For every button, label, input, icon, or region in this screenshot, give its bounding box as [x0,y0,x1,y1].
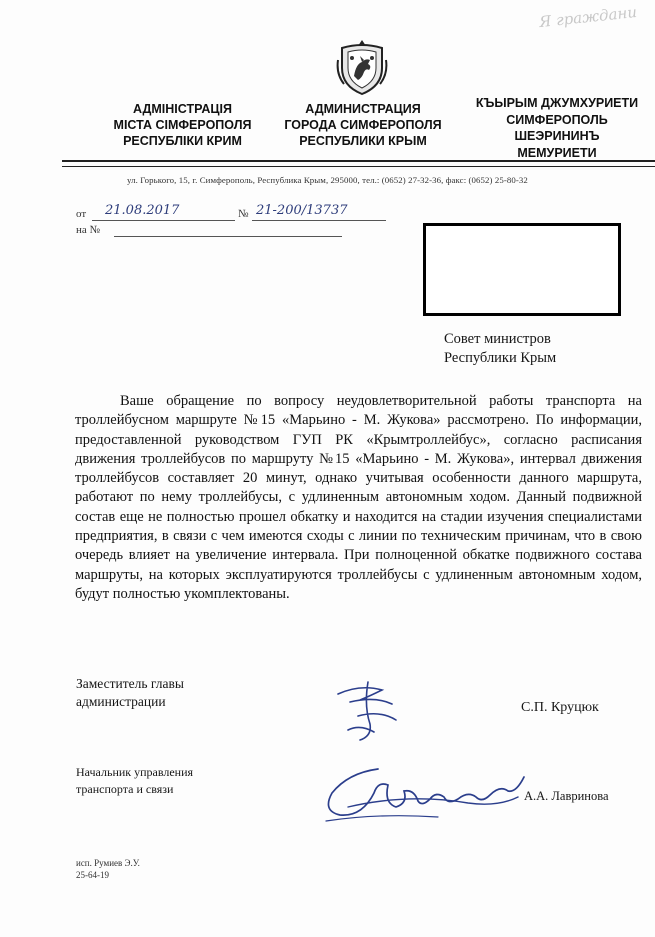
address-line: ул. Горького, 15, г. Симферополь, Республика Крым, 295000, тел.: (0652) 27-32-36, факс: (0652) 25-80-32 [127,175,528,185]
signature-2-icon [318,763,533,825]
handwritten-note: Я граждани [538,2,638,32]
crimea-coat-of-arms-icon [336,38,388,96]
recipient: Совет министров Республики Крым [444,331,557,366]
reg-number-label: № [238,208,249,220]
reg-on-label: на № [76,224,101,236]
reg-date: 21.08.2017 [105,203,180,218]
signatory-1-title: Заместитель главы администрации [76,676,184,709]
number-line [252,220,386,221]
redacted-area [423,223,621,316]
header-rule-thick [62,160,655,162]
signatory-2-name: А.А. Лавринова [524,789,609,803]
header-russian: АДМИНИСТРАЦИЯ ГОРОДА СИМФЕРОПОЛЯ РЕСПУБЛИКИ КРЫМ [284,102,442,148]
reg-from-label: от [76,208,87,220]
date-line [92,220,235,221]
reg-number: 21-200/13737 [256,203,348,218]
on-number-line [114,236,342,237]
header-rule-thin [62,166,655,167]
header-ukrainian: АДМІНІСТРАЦІЯ МІСТА СІМФЕРОПОЛЯ РЕСПУБЛІКИ КРИМ [113,102,252,148]
header-crimean-tatar: КЪЫРЫМ ДЖУМХУРИЕТИ СИМФЕРОПОЛЬ ШЕЭРИНИНЪ МЕМУРИЕТИ [475,96,639,160]
executor-info: исп. Румиев Э.У. 25-64-19 [76,858,140,880]
signatory-1-name: С.П. Круцюк [521,700,599,715]
letter-body: Ваше обращение по вопросу неудовлетворительной работы транспорта на троллейбусном маршруте №15 «Марьино - М. Жукова» рассмотрено. По информации, предоставленной руководством ГУП РК «Крымтроллейбус», согласно расписания движения троллейбусов по маршруту №15 «Марьино - М. Жукова», интервал движения троллейбусов составляет 20 минут, однако учитывая особенности данного маршрута, работают по нему троллейбусы, с удлиненным автономным ходом. Данный подвижной состав еще не полностью прошел обкатку и находится на стадии изучения специалистами предприятия, в связи с чем имеются сходы с линии по техническим причинам, что в свою очередь влияет на увеличение интервала. При полноценной обкатке подвижного состава маршруты, на которых эксплуатируются троллейбусы с удлиненным автономным ходом, будут полностью укомплектованы. [75,393,642,602]
signature-1-icon [330,676,410,746]
signatory-2-title: Начальник управления транспорта и связи [76,765,194,796]
